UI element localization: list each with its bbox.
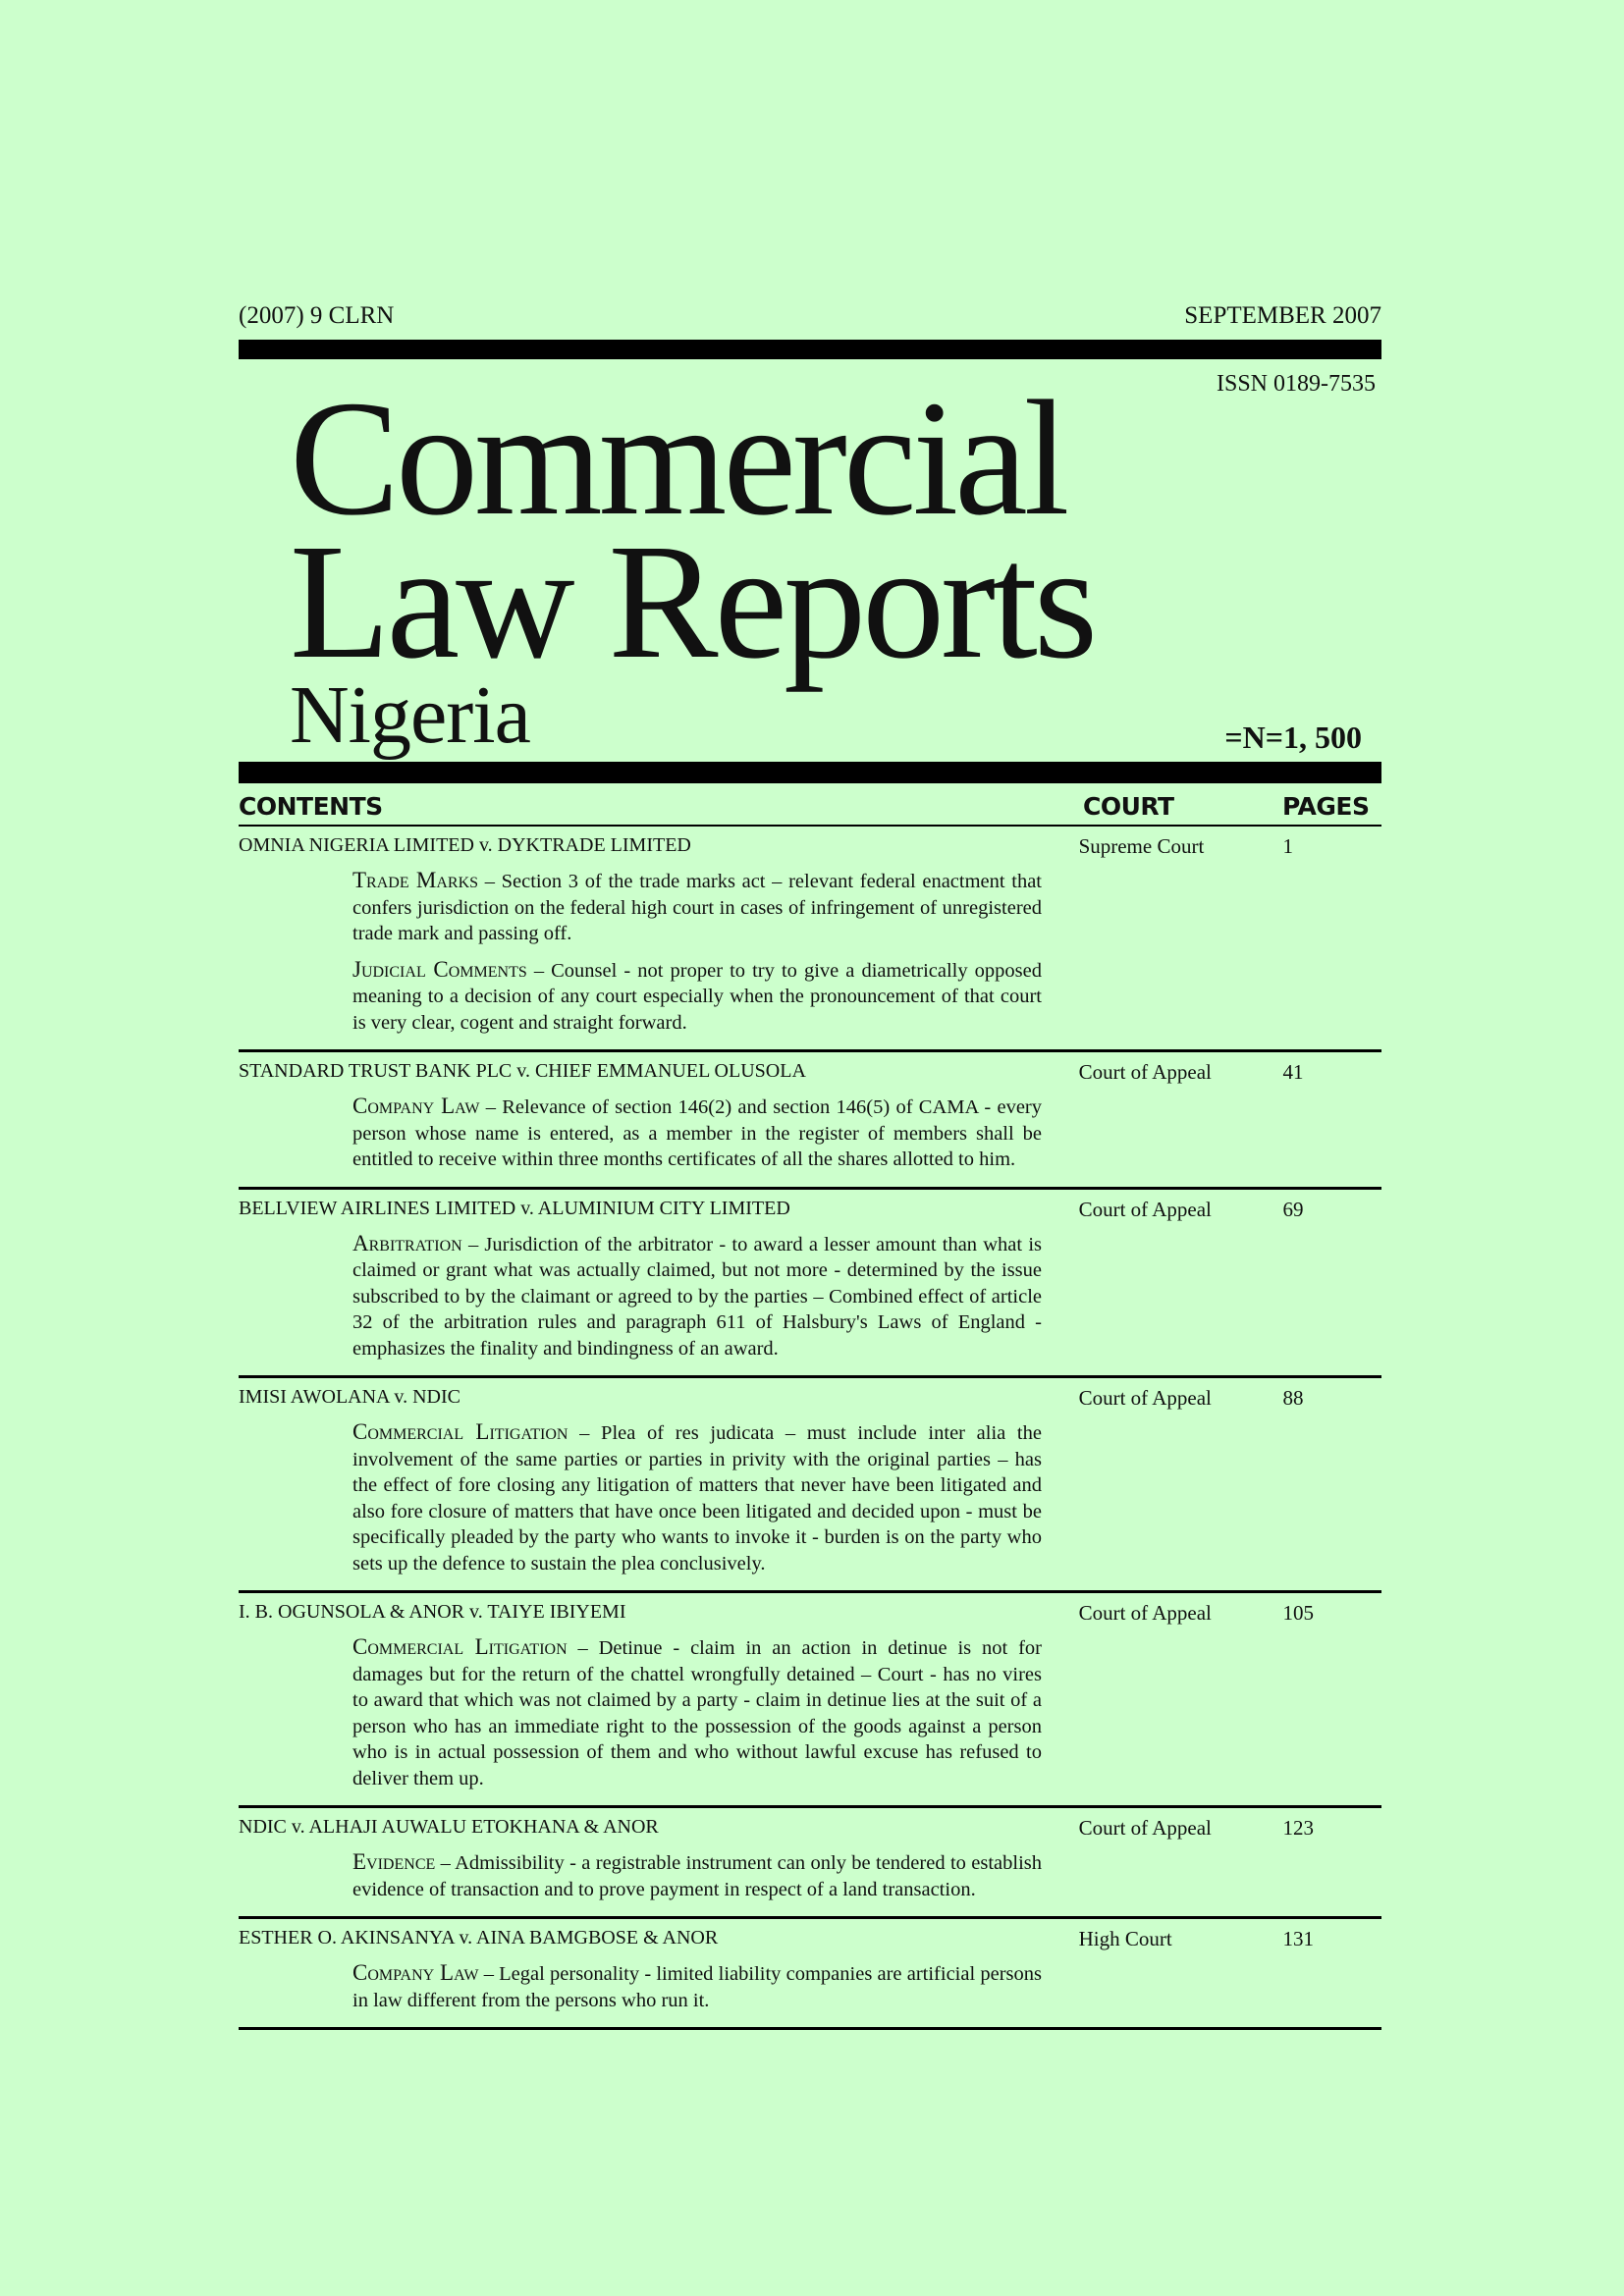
- case-court: Court of Appeal: [1078, 1816, 1212, 1840]
- case-heading-row: [239, 834, 1381, 862]
- holding-subject: Commercial Litigation: [352, 1634, 568, 1659]
- holding-text: – Section 3 of the trade marks act – relevant federal enactment that confers jurisdiction on the federal high court in cases of infringement of unregistered trade mark and passing off.: [352, 871, 1043, 944]
- issue-date: SEPTEMBER 2007: [1184, 302, 1381, 329]
- case-entry: [239, 1919, 1381, 2027]
- case-holding: [352, 957, 1042, 1037]
- masthead-line-1: Commercial: [290, 367, 1066, 550]
- holding-subject: Commercial Litigation: [352, 1419, 568, 1444]
- case-title: OMNIA NIGERIA LIMITED v. DYKTRADE LIMITED: [239, 834, 691, 856]
- case-title: IMISI AWOLANA v. NDIC: [239, 1386, 460, 1408]
- case-entry: [239, 1052, 1381, 1187]
- cover-page: [239, 294, 1381, 2030]
- case-title: NDIC v. ALHAJI AUWALU ETOKHANA & ANOR: [239, 1816, 659, 1838]
- case-holding: [352, 868, 1042, 947]
- case-title: ESTHER O. AKINSANYA v. AINA BAMGBOSE & ANOR: [239, 1927, 719, 1949]
- price: =N=1, 500: [1224, 720, 1362, 755]
- pages-heading: PAGES: [1282, 792, 1370, 821]
- case-court: Court of Appeal: [1078, 1601, 1212, 1625]
- case-title: BELLVIEW AIRLINES LIMITED v. ALUMINIUM CITY LIMITED: [239, 1197, 790, 1219]
- contents-rule: [239, 762, 1381, 783]
- holding-text: – Plea of res judicata – must include inter alia the involvement of the same parties or parties in privity with the original parties – has the effect of fore closing any litigation of matters that never have been litigated and also fore closure of matters that have once been litigated and decided upon - must be specifically pleaded by the party who wants to invoke it - burden is on the party who sets up the defence to sustain the plea conclusively.: [352, 1422, 1042, 1575]
- case-entry: [239, 1808, 1381, 1916]
- case-entry: [239, 1593, 1381, 1805]
- case-holding: [352, 1231, 1042, 1362]
- case-page-number: 1: [1282, 834, 1294, 858]
- case-court: High Court: [1078, 1927, 1172, 1950]
- holding-subject: Company Law: [352, 1094, 480, 1118]
- case-court: Supreme Court: [1078, 834, 1205, 858]
- case-page-number: 69: [1282, 1197, 1304, 1221]
- case-heading-row: [239, 1198, 1381, 1225]
- case-title: STANDARD TRUST BANK PLC v. CHIEF EMMANUEL OLUSOLA: [239, 1060, 806, 1082]
- case-holding: [352, 1849, 1042, 1902]
- holding-subject: Trade Marks: [352, 868, 479, 892]
- running-header: [239, 294, 1381, 330]
- case-holding: [352, 1419, 1042, 1576]
- case-list: [239, 827, 1381, 2030]
- case-page-number: 123: [1282, 1816, 1315, 1840]
- case-holding: [352, 1094, 1042, 1173]
- case-holding: [352, 1960, 1042, 2013]
- case-entry: [239, 1378, 1381, 1590]
- case-heading-row: [239, 1816, 1381, 1843]
- issn: ISSN 0189-7535: [1216, 371, 1376, 397]
- case-court: Court of Appeal: [1078, 1060, 1212, 1084]
- masthead-line-2: Law Reports: [290, 510, 1095, 693]
- holding-text: – Counsel - not proper to try to give a diametrically opposed meaning to a decision of any court especially when the pronouncement of that court is very clear, cogent and straight forward.: [352, 959, 1042, 1034]
- citation: (2007) 9 CLRN: [239, 302, 395, 329]
- case-page-number: 131: [1282, 1927, 1315, 1950]
- holding-subject: Evidence: [352, 1849, 436, 1874]
- court-heading: COURT: [1083, 792, 1174, 821]
- holding-subject: Arbitration: [352, 1230, 462, 1255]
- case-page-number: 105: [1282, 1601, 1315, 1625]
- top-rule: [239, 340, 1381, 359]
- case-entry: [239, 1190, 1381, 1376]
- case-entry: [239, 827, 1381, 1049]
- holding-text: – Detinue - claim in an action in detinue is not for damages but for the return of the chattel wrongfully detained – Court - has no vires to award that which was not claimed by a party - claim in detinue lies at the suit of a person who has an immediate right to the possession of the goods against a person who is in actual possession of them and who without lawful excuse has refused to deliver them up.: [352, 1637, 1042, 1789]
- case-heading-row: [239, 1601, 1381, 1629]
- holding-text: – Jurisdiction of the arbitrator - to award a lesser amount than what is claimed or grant what was actually claimed, but not more - determined by the issue subscribed to by the claimant or agreed to by the parties – Combined effect of article 32 of the arbitration rules and paragraph 611 of Halsbury's Laws of England - emphasizes the finality and bindingness of an award.: [352, 1233, 1042, 1360]
- case-page-number: 88: [1282, 1386, 1304, 1410]
- case-heading-row: [239, 1927, 1381, 1954]
- case-holding: [352, 1634, 1042, 1791]
- case-divider: [239, 2027, 1381, 2030]
- case-heading-row: [239, 1386, 1381, 1414]
- case-court: Court of Appeal: [1078, 1197, 1212, 1221]
- holding-subject: Judicial Comments: [352, 956, 527, 982]
- holding-text: – Legal personality - limited liability companies are artificial persons in law different from the persons who run it.: [352, 1963, 1043, 2011]
- masthead-line-3: Nigeria: [290, 669, 530, 761]
- masthead: [239, 367, 1381, 762]
- holding-text: – Relevance of section 146(2) and section 146(5) of CAMA - every person whose name is entered, as a member in the register of members shall be entitled to receive within three months certificates of all the shares allotted to him.: [352, 1096, 1042, 1170]
- holding-subject: Company Law: [352, 1960, 479, 1985]
- case-page-number: 41: [1282, 1060, 1304, 1084]
- contents-heading: CONTENTS: [239, 792, 383, 821]
- case-heading-row: [239, 1060, 1381, 1088]
- holding-text: – Admissibility - a registrable instrument can only be tendered to establish evidence of transaction and to prove payment in respect of a land transaction.: [352, 1852, 1042, 1900]
- case-court: Court of Appeal: [1078, 1386, 1212, 1410]
- contents-header: [239, 783, 1381, 821]
- case-title: I. B. OGUNSOLA & ANOR v. TAIYE IBIYEMI: [239, 1601, 626, 1623]
